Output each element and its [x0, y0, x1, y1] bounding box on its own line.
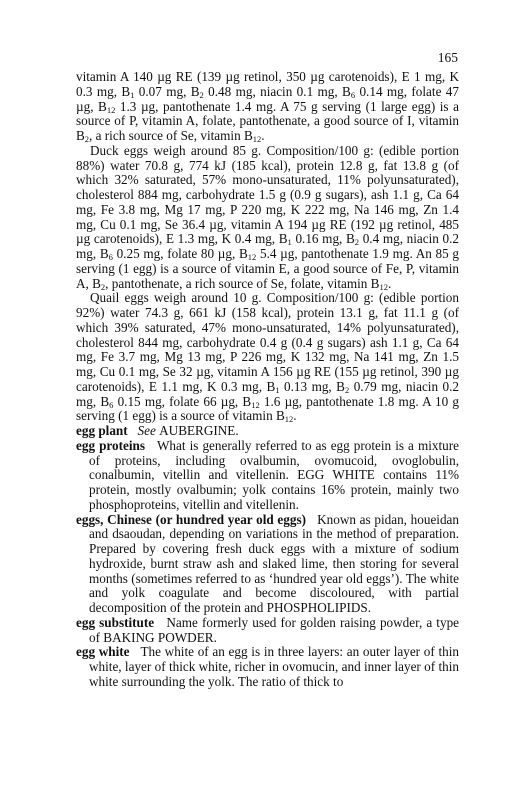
subscript: 6: [108, 252, 113, 262]
subscript: 12: [247, 252, 257, 262]
subscript: 1: [287, 237, 292, 248]
definition: The white of an egg is in three layers: an outer layer of thin white, layer of thick white, richer in ovomucin, and inner layer of thin white surrounding the yolk. The ratio of thick to: [89, 644, 460, 689]
paragraph-quail-eggs: Quail eggs weigh around 10 g. Composition/100 g: (edible portion 92%) water 74.3 g, 661 kJ (158 kcal), protein 13.1 g, fat 11.1 g (of which 39% saturated, 47% mono-unsaturated, 14% polyunsaturated), cholesterol 844 mg, carbohydrate 0.4 g (0.4 g sugars) ash 1.1 g, Ca 64 mg, Fe 3.7 mg, Mg 13 mg, P 226 mg, K 132 mg, Na 141 mg, Zn 1.5 mg, Cu 0.1 mg, Se 32 µg, vitamin A 156 µg RE (155 µg retinol, 390 µg carotenoids), E 1.1 mg, K 0.3 mg, $B_1$ 0.13 mg, $B_2$ 0.79 mg, niacin 0.2 mg, $B_6$ 0.15 mg, folate 66 µg, $B_{12}$ 1.6 µg, pantothenate 1.8 mg. A 10 g serving (1 egg) is a source of vitamin $B_{12}$.: [76, 290, 460, 425]
dictionary-text: [76, 70, 459, 690]
cross-reference: BAKING POWDER: [103, 629, 214, 645]
definition-cont: .: [367, 600, 372, 615]
subscript: 12: [251, 399, 260, 410]
entry-egg-white: [76, 645, 459, 689]
subscript: 2: [344, 384, 350, 395]
subscript: 2: [100, 281, 106, 292]
subscript: 1: [275, 384, 280, 395]
paragraph-duck-eggs: Duck eggs weigh around 85 g. Composition/100 g: (edible portion 88%) water 70.8 g, 774 kJ (185 kcal), protein 12.8 g, fat 13.8 g (of which 32% saturated, 57% mono-unsaturated, 11% polyunsaturated), cholesterol 884 mg, carbohydrate 1.5 g (0.9 g sugars), ash 1.1 g, Ca 64 mg, Fe 3.8 mg, Mg 17 mg, P 220 mg, K 222 mg, Na 146 mg, Zn 1.4 mg, Cu 0.1 mg, Se 36.4 µg, vitamin A 194 µg RE (192 µg retinol, 485 µg carotenoids), E 1.3 mg, K 0.4 mg, $B_1$ 0.16 mg, $B_2$ 0.4 mg, niacin 0.2 mg, $B_6$ 0.25 mg, folate 80 µg, $B_{12}$ 5.4 µg, pantothenate 1.9 mg. An 85 g serving (1 egg) is a source of vitamin E, a good source of Fe, P, vitamin A, $B_2$, pantothenate, a rich source of Se, folate, vitamin $B_{12}$.: [76, 142, 460, 292]
page-number: 165: [437, 50, 458, 65]
headword: egg plant: [76, 423, 128, 438]
subscript: 12: [106, 104, 116, 115]
definition: What is generally referred to as egg protein is a mixture of proteins, including ovalbumin, ovomucoid, ovoglobulin, conalbumin, vitellin and vitellenin.: [89, 437, 459, 483]
subscript: 12: [284, 414, 294, 425]
entry-egg-substitute: [76, 616, 459, 646]
headword: egg substitute: [76, 614, 155, 630]
entry-eggs-chinese: [76, 513, 459, 616]
definition-cont: contains 11% protein, mostly ovalbumin; yolk contains 16% protein, mainly two phosphoproteins, vitellin and vitellenin.: [89, 467, 460, 512]
see-label: See: [137, 423, 156, 438]
definition-cont: .: [213, 629, 217, 645]
headword: egg proteins: [76, 437, 146, 453]
subscript: 2: [199, 89, 204, 100]
subscript: 2: [354, 237, 360, 248]
definition: Known as pidan, houeidan and dsaoudan, depending on variations in the method of preparation. Prepared by covering fresh duck eggs with a mixture of sodium hydroxide, burnt straw ash and slaked lime, then storing for several months (sometimes referred to as ‘hundred year old eggs’). The white and yolk coagulate and become discoloured, with partial decomposition of the protein and: [89, 511, 460, 615]
entry-egg-proteins: [76, 439, 459, 513]
paragraph-egg-composition-cont: vitamin A 140 µg RE (139 µg retinol, 350 µg carotenoids), E 1 mg, K 0.3 mg, $B_1$ 0.07 mg, $B_2$ 0.48 mg, niacin 0.1 mg, $B_6$ 0.14 mg, folate 47 µg, $B_{12}$ 1.3 µg, pantothenate 1.4 mg. A 75 g serving (1 large egg) is a source of P, vitamin A, folate, pantothenate, a good source of I, vitamin $B_2$, a rich source of Se, vitamin $B_{12}$.: [76, 69, 459, 144]
subscript: 12: [379, 281, 388, 292]
subscript: 12: [252, 134, 262, 144]
cross-reference: EGG WHITE: [297, 467, 375, 483]
cross-reference: AUBERGINE: [159, 423, 236, 438]
definition: Name formerly used for golden raising powder, a type of: [89, 614, 460, 645]
headword: egg white: [76, 644, 130, 660]
entry-tail: .: [235, 423, 239, 438]
entry-egg-plant: [76, 424, 459, 439]
subscript: 6: [109, 399, 114, 410]
subscript: 6: [350, 89, 356, 100]
cross-reference: PHOSPHOLIPIDS: [266, 600, 368, 615]
headword: eggs, Chinese (or hundred year old eggs): [76, 511, 306, 527]
subscript: 1: [130, 89, 135, 100]
subscript: 2: [84, 134, 90, 144]
